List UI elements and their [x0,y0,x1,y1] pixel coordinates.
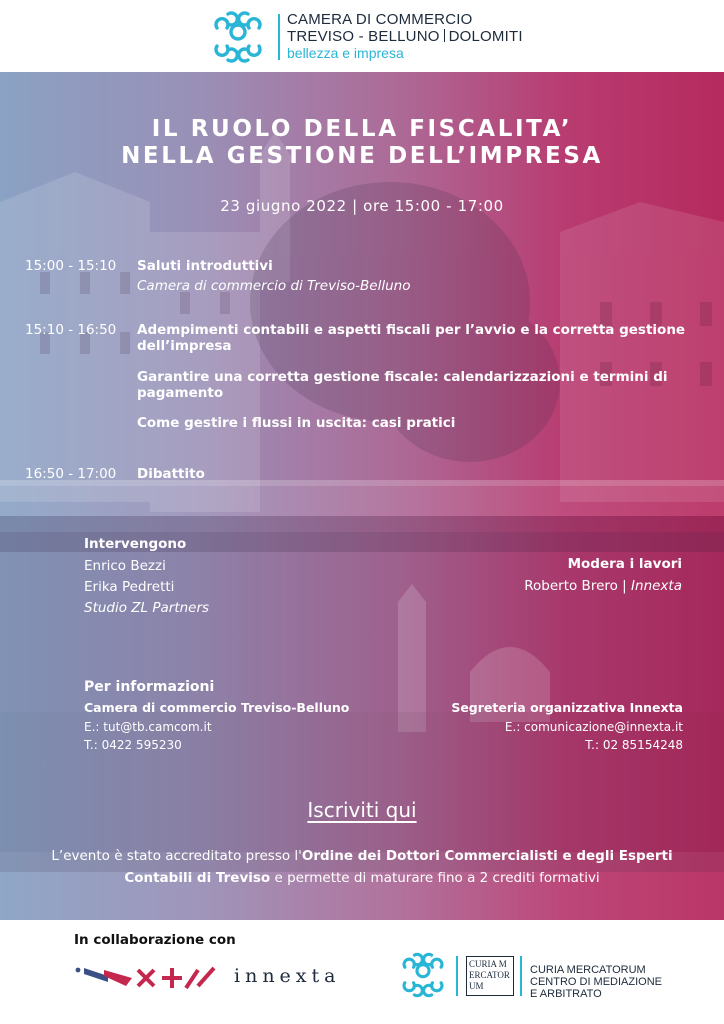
register-link[interactable]: Iscriviti qui [307,798,417,822]
curia-line3: E ARBITRATO [530,988,602,1000]
footer-divider-2 [520,956,522,996]
info-phone: T.: 0422 595230 [84,738,182,752]
accreditation-post: e permette di maturare fino a 2 crediti formativi [270,870,600,886]
event-title [0,116,724,170]
hero-background [0,72,724,920]
secretariat-email[interactable]: E.: comunicazione@innexta.it [504,720,683,734]
curia-text [530,964,662,1000]
accreditation-pre: L’evento è stato accreditato presso l' [51,848,302,864]
info-heading: Per informazioni [84,679,215,695]
camera-commercio-small-logo-icon [398,950,448,1000]
innexta-logo-icon [74,960,226,992]
moderator-heading: Modera i lavori [567,556,682,572]
org-line2b: DOLOMITI [448,28,523,45]
moderator-name: Roberto Brero | [524,578,627,594]
org-line2 [287,28,523,45]
speakers-heading: Intervengono [84,536,187,552]
curia-line1: CURIA MERCATORUM [530,964,646,976]
moderator-line [440,578,682,594]
event-title-line2: NELLA GESTIONE DELL’IMPRESA [121,143,603,169]
camera-commercio-logo-icon [209,8,267,66]
agenda-time-3: 16:50 - 17:00 [25,466,117,482]
curia-box-logo: CURIA MERCATORUM [466,956,514,996]
speaker-affiliation: Studio ZL Partners [84,600,210,616]
footer-divider-1 [456,956,458,996]
moderator-affiliation: Innexta [631,578,682,594]
info-email[interactable]: E.: tut@tb.camcom.it [84,720,212,734]
event-title-line1: IL RUOLO DELLA FISCALITA’ [151,116,573,142]
agenda-title-2c: Come gestire i flussi in uscita: casi pratici [137,415,456,431]
secretariat-phone: T.: 02 85154248 [585,738,683,752]
agenda-title-2b: Garantire una corretta gestione fiscale: calendarizzazioni e termini di pagamento [137,369,668,401]
curia-line2: CENTRO DI MEDIAZIONE [530,976,663,988]
agenda-title-1: Saluti introduttivi [137,258,273,274]
footer [0,920,724,1024]
event-date: 23 giugno 2022 | ore 15:00 - 17:00 [220,197,504,215]
agenda-title-2: Adempimenti contabili e aspetti fiscali per l’avvio e la corretta gestione dell’impresa [137,322,686,354]
org-tagline: bellezza e impresa [287,45,404,61]
speaker-name-1: Enrico Bezzi [84,558,166,574]
header-org-name [287,11,523,62]
info-org: Camera di commercio Treviso-Belluno [84,700,350,715]
agenda-title-3: Dibattito [137,466,205,482]
agenda-time-1: 15:00 - 15:10 [25,258,117,274]
agenda-subtitle-1: Camera di commercio di Treviso-Belluno [137,278,411,294]
accreditation-text [40,845,684,889]
innexta-wordmark: innexta [234,965,341,987]
accreditation-bold: Ordine dei Dottori Commercialisti e degli Esperti Contabili di Treviso [124,848,673,886]
org-line1: CAMERA DI COMMERCIO [287,11,473,28]
header-divider [278,14,280,60]
secretariat-heading: Segreteria organizzativa Innexta [451,700,683,715]
org-line2-divider [444,29,445,42]
agenda-time-2: 15:10 - 16:50 [25,322,117,338]
collab-label: In collaborazione con [74,932,236,948]
speaker-name-2: Erika Pedretti [84,579,175,595]
org-line2a: TREVISO - BELLUNO [287,28,440,45]
header [0,0,724,72]
